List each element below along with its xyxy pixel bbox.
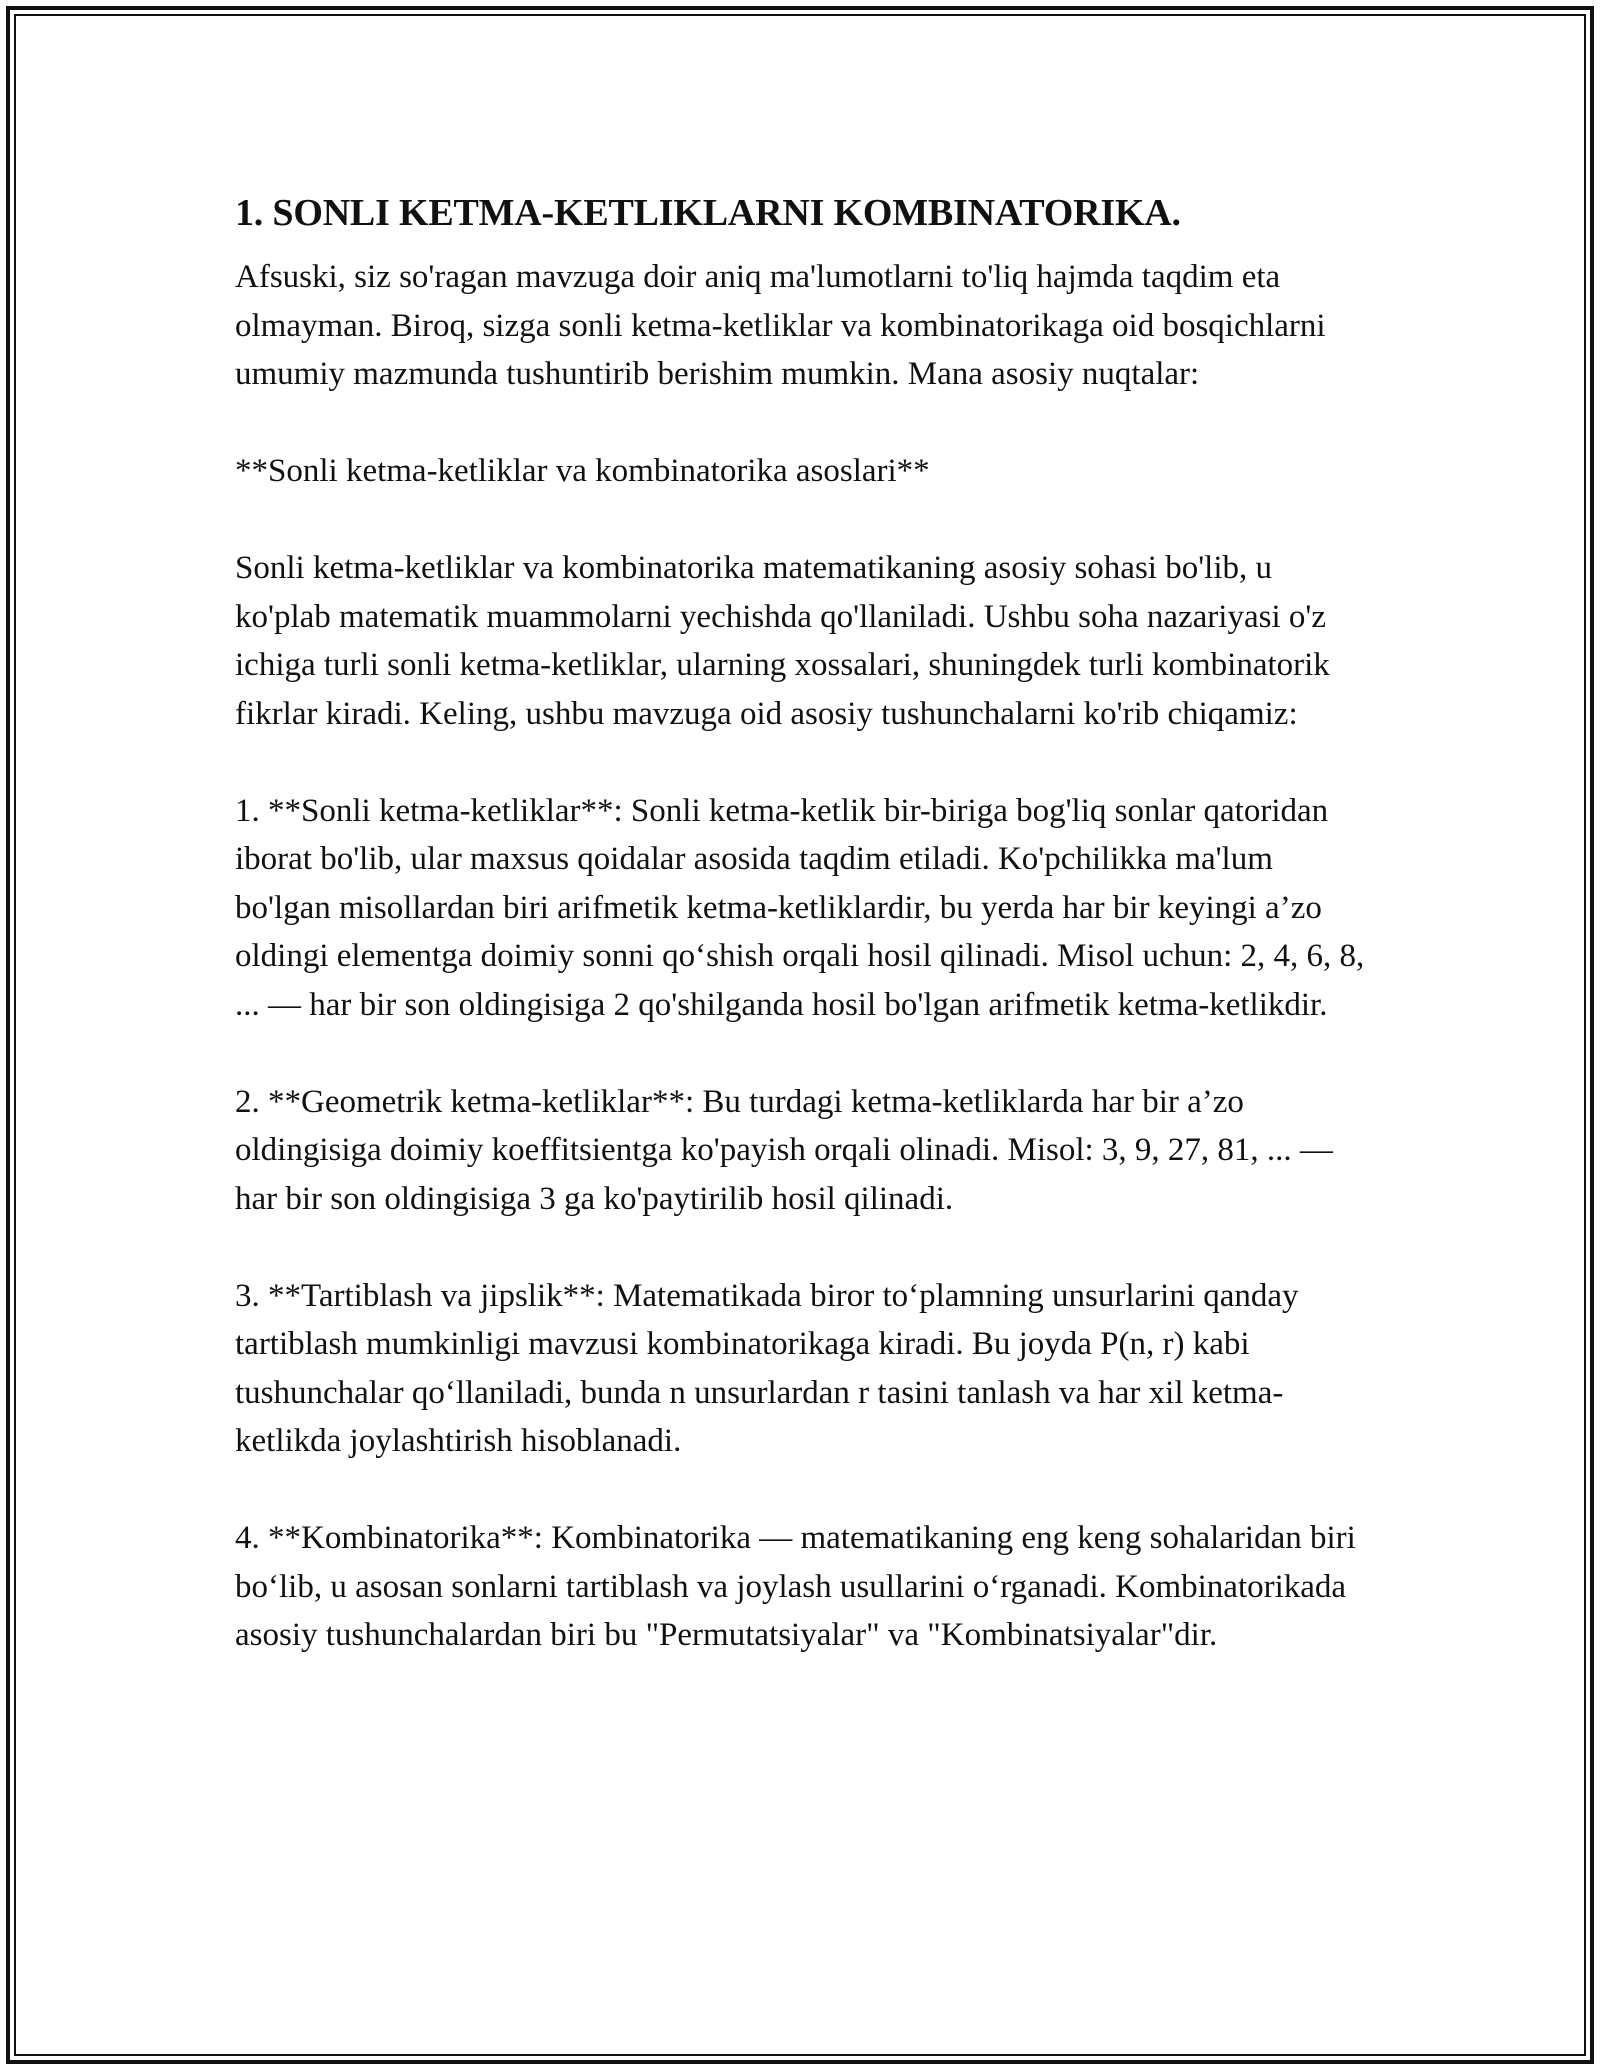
paragraph-spacer: [235, 496, 1375, 545]
list-item-kombinatorika: 4. **Kombinatorika**: Kombinatorika — matematikaning eng keng sohalaridan biri bo‘lib, u asosan sonlarni tartiblash va joylash usullarini o‘rganadi. Kombinatorikada asosiy tushunchalardan biri bu "Permutatsiyalar" va "Kombinatsiyalar"dir.: [235, 1520, 1356, 1653]
list-item-geometrik-ketma-ketliklar: 2. **Geometrik ketma-ketliklar**: Bu turdagi ketma-ketliklarda har bir a’zo oldingisiga doimiy koeffitsientga ko'payish orqali olinadi. Misol: 3, 9, 27, 81, ... — har bir son oldingisiga 3 ga ko'paytirilib hosil qilinadi.: [235, 1083, 1333, 1217]
document-body: [235, 187, 1375, 1660]
document-title: 1. SONLI KETMA-KETLIKLARNI KOMBINATORIKA.: [235, 192, 1181, 234]
list-item-tartiblash: 3. **Tartiblash va jipslik**: Matematikada biror to‘plamning unsurlarini qanday tartiblash mumkinligi mavzusi kombinatorikaga kiradi. Bu joyda P(n, r) kabi tushunchalar qo‘llaniladi, bunda n unsurlardan r tasini tanlash va har xil ketma-ketlikda joylashtirish hisoblanadi.: [235, 1277, 1299, 1459]
paragraph-spacer: [235, 1029, 1375, 1078]
paragraph-spacer: [235, 399, 1375, 448]
paragraph-spacer: [235, 738, 1375, 787]
list-item-sonli-ketma-ketliklar: 1. **Sonli ketma-ketliklar**: Sonli ketma-ketlik bir-biriga bog'liq sonlar qatoridan iborat bo'lib, ular maxsus qoidalar asosida taqdim etiladi. Ko'pchilikka ma'lum bo'lgan misollardan biri arifmetik ketma-ketliklardir, bu yerda har bir keyingi a’zo oldingi elementga doimiy sonni qo‘shish orqali hosil qilinadi. Misol uchun: 2, 4, 6, 8, ... — har bir son oldingisiga 2 qo'shilganda hosil bo'lgan arifmetik ketma-ketlikdir.: [235, 792, 1365, 1023]
overview-paragraph: Sonli ketma-ketliklar va kombinatorika matematikaning asosiy sohasi bo'lib, u ko'plab matematik muammolarni yechishda qo'llaniladi. Ushbu soha nazariyasi o'z ichiga turli sonli ketma-ketliklar, ularning xossalari, shuningdek turli kombinatorik fikrlar kiradi. Keling, ushbu mavzuga oid asosiy tushunchalarni ko'rib chiqamiz:: [235, 550, 1330, 732]
paragraph-spacer: [235, 1223, 1375, 1272]
paragraph-spacer: [235, 1466, 1375, 1515]
section-subheading: **Sonli ketma-ketliklar va kombinatorika asoslari**: [235, 453, 930, 489]
intro-paragraph: Afsuski, siz so'ragan mavzuga doir aniq ma'lumotlarni to'liq hajmda taqdim eta olmayman. Biroq, sizga sonli ketma-ketliklar va kombinatorikaga oid bosqichlarni umumiy mazmunda tushuntirib berishim mumkin. Mana asosiy nuqtalar:: [235, 259, 1326, 392]
